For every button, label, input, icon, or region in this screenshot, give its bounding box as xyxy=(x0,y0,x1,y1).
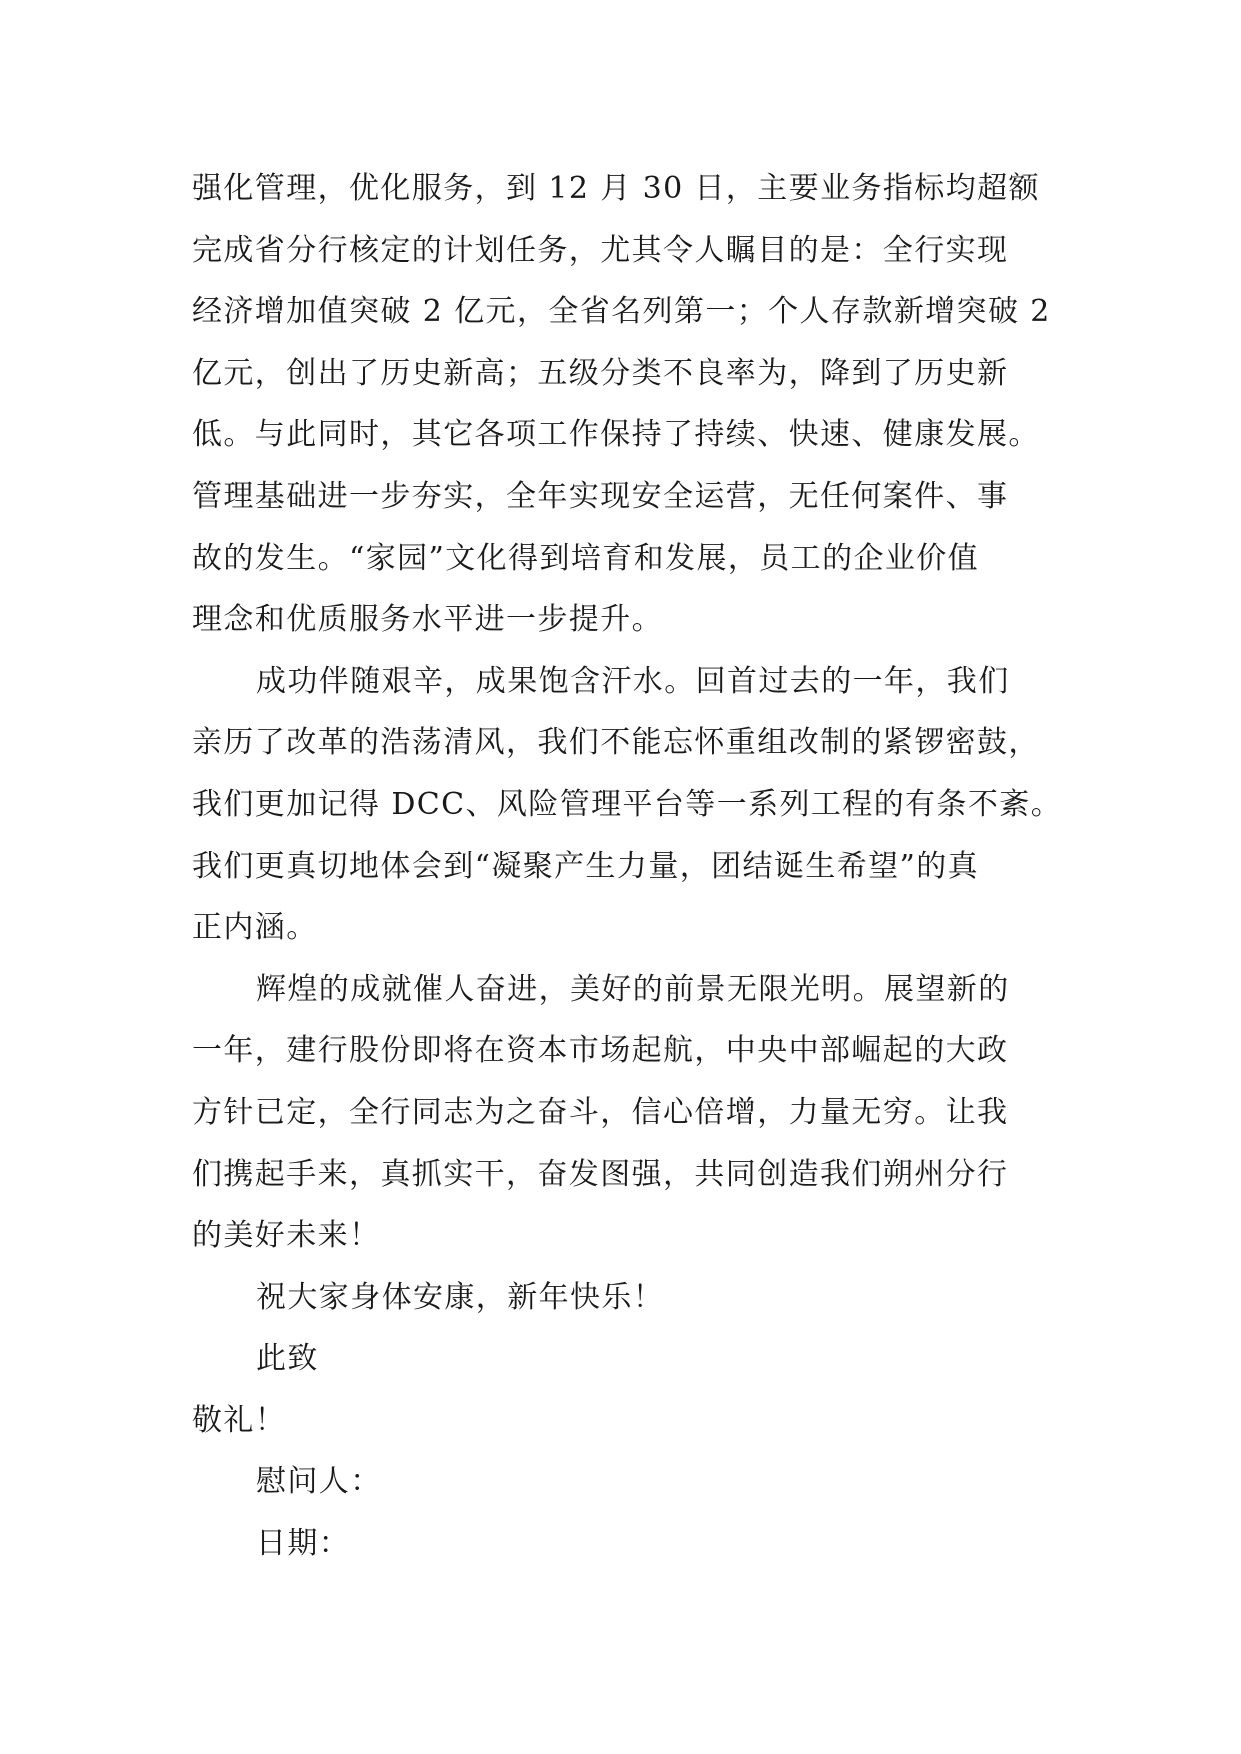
text-line: 的美好未来！ xyxy=(192,1218,381,1254)
text-line: 理念和优质服务水平进一步提升。 xyxy=(192,602,663,638)
sender-label: 慰问人： xyxy=(256,1464,382,1500)
text-line: 们携起手来，真抓实干，奋发图强，共同创造我们朔州分行 xyxy=(192,1156,1009,1192)
text-line: 完成省分行核定的计划任务，尤其令人瞩目的是：全行实现 xyxy=(192,232,1009,268)
paragraph-3 xyxy=(192,959,1092,1267)
text-line: 低。与此同时，其它各项工作保持了持续、快速、健康发展。 xyxy=(192,417,1040,453)
text-line: 我们更真切地体会到“凝聚产生力量，团结诞生希望”的真 xyxy=(192,848,980,884)
text-line: 经济增加值突破 2 亿元，全省名列第一；个人存款新增突破 2 xyxy=(192,294,1051,330)
closing-section xyxy=(192,1267,1092,1575)
text-line: 一年，建行股份即将在资本市场起航，中央中部崛起的大政 xyxy=(192,1033,1009,1069)
text-line: 正内涵。 xyxy=(192,910,318,946)
text-line: 我们更加记得 DCC、风险管理平台等一系列工程的有条不紊。 xyxy=(192,786,1063,822)
paragraph-1 xyxy=(192,158,1092,651)
text-line: 方针已定，全行同志为之奋斗，信心倍增，力量无穷。让我 xyxy=(192,1094,1009,1130)
salutation-closing: 敬礼！ xyxy=(192,1402,287,1438)
salutation-opening: 此致 xyxy=(256,1341,319,1377)
text-line: 亿元，创出了历史新高；五级分类不良率为，降到了历史新 xyxy=(192,355,1009,391)
text-line: 亲历了改革的浩荡清风，我们不能忘怀重组改制的紧锣密鼓， xyxy=(192,725,1040,761)
text-line: 成功伴随艰辛，成果饱含汗水。回首过去的一年，我们 xyxy=(256,663,1010,699)
closing-wish: 祝大家身体安康，新年快乐！ xyxy=(256,1279,665,1315)
text-line: 辉煌的成就催人奋进，美好的前景无限光明。展望新的 xyxy=(256,971,1010,1007)
text-line: 管理基础进一步夯实，全年实现安全运营，无任何案件、事 xyxy=(192,478,1009,514)
text-line: 强化管理，优化服务，到 12 月 30 日，主要业务指标均超额 xyxy=(192,171,1040,206)
text-line: 故的发生。“家园”文化得到培育和发展，员工的企业价值 xyxy=(192,540,980,576)
date-label: 日期： xyxy=(256,1526,351,1562)
letter-body xyxy=(192,158,1092,1575)
paragraph-2 xyxy=(192,651,1092,959)
